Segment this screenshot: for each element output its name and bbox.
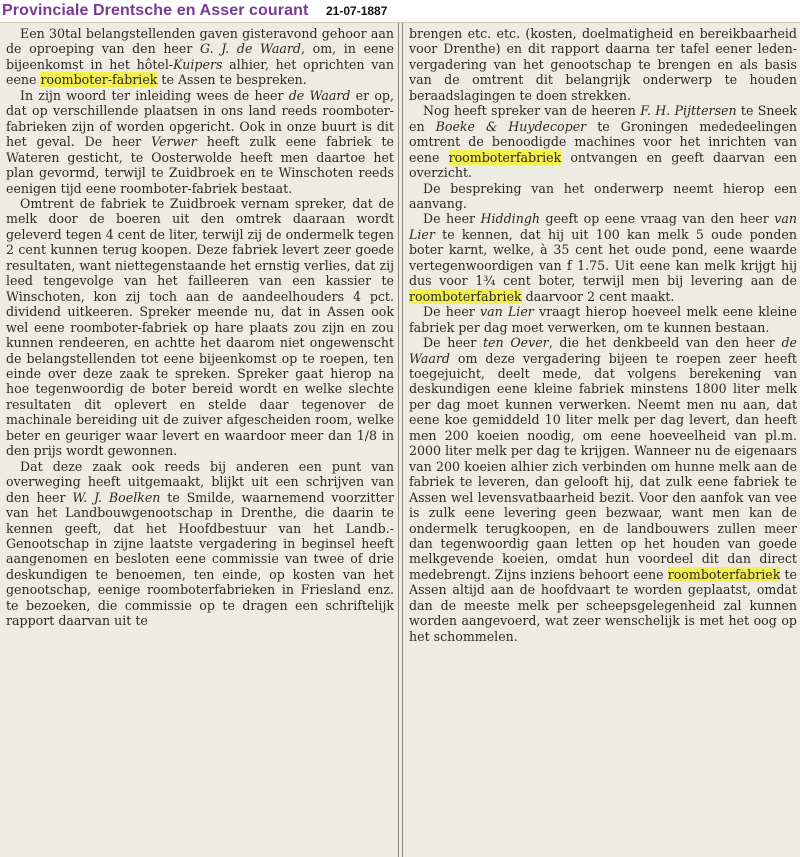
clipping-header <box>0 0 800 22</box>
person-name: F. H. Pijttersen <box>640 103 737 119</box>
person-name: Kuipers <box>173 56 223 72</box>
person-name: ten Oever <box>483 335 549 351</box>
person-name: van Lier <box>480 304 534 320</box>
paragraph: Nog heeft spreker van de heeren F. H. Pijttersen te Sneek en Boeke & Huydecoper te Groningen mededeelingen omtrent de benoodigde machines voor het inrichten van eene roomboterfabriek ontvangen en geeft daarvan een overzicht. <box>409 103 798 181</box>
search-highlight: roomboterfabriek <box>409 288 522 304</box>
paragraph: Omtrent de fabriek te Zuidbroek vernam spreker, dat de melk door de boeren uit den omtrek daaraan wordt geleverd tegen 4 cent de liter, terwijl zij de ondermelk tegen 2 cent kunnen terug koopen. Deze fabriek levert zeer goede resultaten, want niettegenstaande het ernstig verlies, dat zij leed tengevolge van het failleeren van een kassier te Winschoten, kon zij toch aan de aandeelhouders 4 pct. dividend uitkeeren. Spreker meende nu, dat in Assen ook wel eene roomboter-fabriek op hare plaats zou zijn en zou kunnen rendeeren, en achtte het daarom niet ongewenscht de belangstellenden tot eene bijeenkomst op te roepen, ten einde over deze zaak te spreken. Spreker gaat hierop na hoe tegenwoordig de boter bereid wordt en welke slechte resultaten dit oplevert en stelde daar tegenover de machinale bereiding uit de zuiver afgescheiden room, welke beter en geuriger waar levert en waardoor meer dan 1/8 in den prijs wordt gewonnen. <box>6 195 395 459</box>
person-name: W. J. Boelken <box>72 489 161 505</box>
paragraph: De heer ten Oever, die het denkbeeld van den heer de Waard om deze vergadering bijeen te roepen zeer heeft toegejuicht, deelt mede, dat volgens berekening van deskundigen eene kleine fabriek minstens 1800 liter melk per dag moet kunnen verwerken. Neemt men nu aan, dat eene koe gemiddeld 10 liter melk per dag levert, dan heeft men 200 koeien noodig, om eene hoeveelheid van pl.m. 2000 liter melk per dag te krijgen. Wanneer nu de eigenaars van 200 koeien alhier zich verbinden om hunne melk aan de fabriek te leveren, dan gelooft hij, dat zulk eene fabriek te Assen wel levensvatbaarheid bezit. Voor den aanfok van vee is zulk eene levering geen bezwaar, want men kan de ondermelk terugkoopen, en de landbouwers zullen meer dan tegenwoordig gaan letten op het houden van goede melkgevende koeien, omdat hun voordeel dit dan direct medebrengt. Zijns inziens behoort eene roomboterfabriek te Assen altijd aan de hoofdvaart te worden geplaatst, omdat dan de meeste melk per scheepsgelegenheid zal kunnen worden aangevoerd, wat zeer wenschelijk is met het oog op het schommelen. <box>409 335 798 644</box>
paragraph: De bespreking van het onderwerp neemt hierop een aanvang. <box>409 180 797 211</box>
paragraph: brengen etc. etc. (kosten, doelmatigheid en bereikbaarheid voor Drenthe) en dit rapport daarna ter tafel eener leden-vergadering van het genootschap te brengen en als basis van de omtrent dit belangrijk onderwerp te houden beraadslagingen te doen strekken. <box>409 26 797 103</box>
fraction: 1¾ <box>475 273 496 289</box>
person-name: van Lier <box>409 211 797 242</box>
paragraph: De heer van Lier vraagt hierop hoeveel melk eene kleine fabriek per dag moet verwerken, om te kunnen bestaan. <box>409 304 797 335</box>
person-name: G. J. de Waard <box>199 41 301 57</box>
search-highlight: roomboterfabriek <box>667 566 781 582</box>
article-column-left <box>0 23 399 857</box>
publication-date: 21-07-1887 <box>326 4 388 18</box>
search-highlight: roomboterfabriek <box>448 149 562 165</box>
person-name: de Waard <box>288 87 351 103</box>
person-name: Verwer <box>151 134 197 150</box>
person-name: Hiddingh <box>480 211 540 227</box>
newspaper-clipping <box>0 22 800 857</box>
search-highlight: roomboter-fabriek <box>40 72 158 88</box>
paragraph: Dat deze zaak ook reeds bij anderen een punt van overweging heeft uitgemaakt, blijkt uit een schrijven van den heer W. J. Boelken te Smilde, waarnemend voorzitter van het Landbouwgenootschap in Drenthe, die daarin te kennen geeft, dat het Hoofdbestuur van het Landb.-Genootschap in zijne laatste vergadering in beginsel heeft aangenomen en besloten eene commissie van twee of drie deskundigen te benoemen, ten einde, op kosten van het genootschap, eenige roomboterfabrieken in Friesland enz. te bezoeken, die commissie op te dragen een schriftelijk rapport daarvan uit te <box>6 458 394 629</box>
person-name: de Waard <box>409 335 798 366</box>
company-name: Boeke & Huydecoper <box>435 118 587 134</box>
newspaper-title: Provinciale Drentsche en Asser courant <box>2 2 309 19</box>
paragraph: Een 30tal belangstellenden gaven gisteravond gehoor aan de oproeping van den heer G. J. de Waard, om, in eene bijeenkomst in het hôtel-Kuipers alhier, het oprichten van eene roomboter-fabriek te Assen te bespreken. <box>6 26 394 88</box>
fraction: 1/8 <box>356 427 377 443</box>
paragraph: In zijn woord ter inleiding wees de heer de Waard er op, dat op verschillende plaatsen in ons land reeds roomboter-fabrieken zijn of worden opgericht. Ook in onze buurt is dit het geval. De heer Verwer heeft zulk eene fabriek te Wateren gesticht, te Oosterwolde heeft men daartoe het plan gevormd, terwijl te Zuidbroek en te Winschoten reeds eenigen tijd eene roomboter-fabriek bestaat. <box>6 87 394 196</box>
paragraph: De heer Hiddingh geeft op eene vraag van den heer van Lier te kennen, dat hij uit 100 kan melk 5 oude ponden boter karnt, welke, à 35 cent het oude pond, eene waarde vertegenwoordigen van f 1.75. Uit eene kan melk krijgt hij dus voor 1¾ cent boter, terwijl men bij levering aan de roomboterfabriek daarvoor 2 cent maakt. <box>409 211 798 304</box>
article-column-right <box>402 23 800 857</box>
